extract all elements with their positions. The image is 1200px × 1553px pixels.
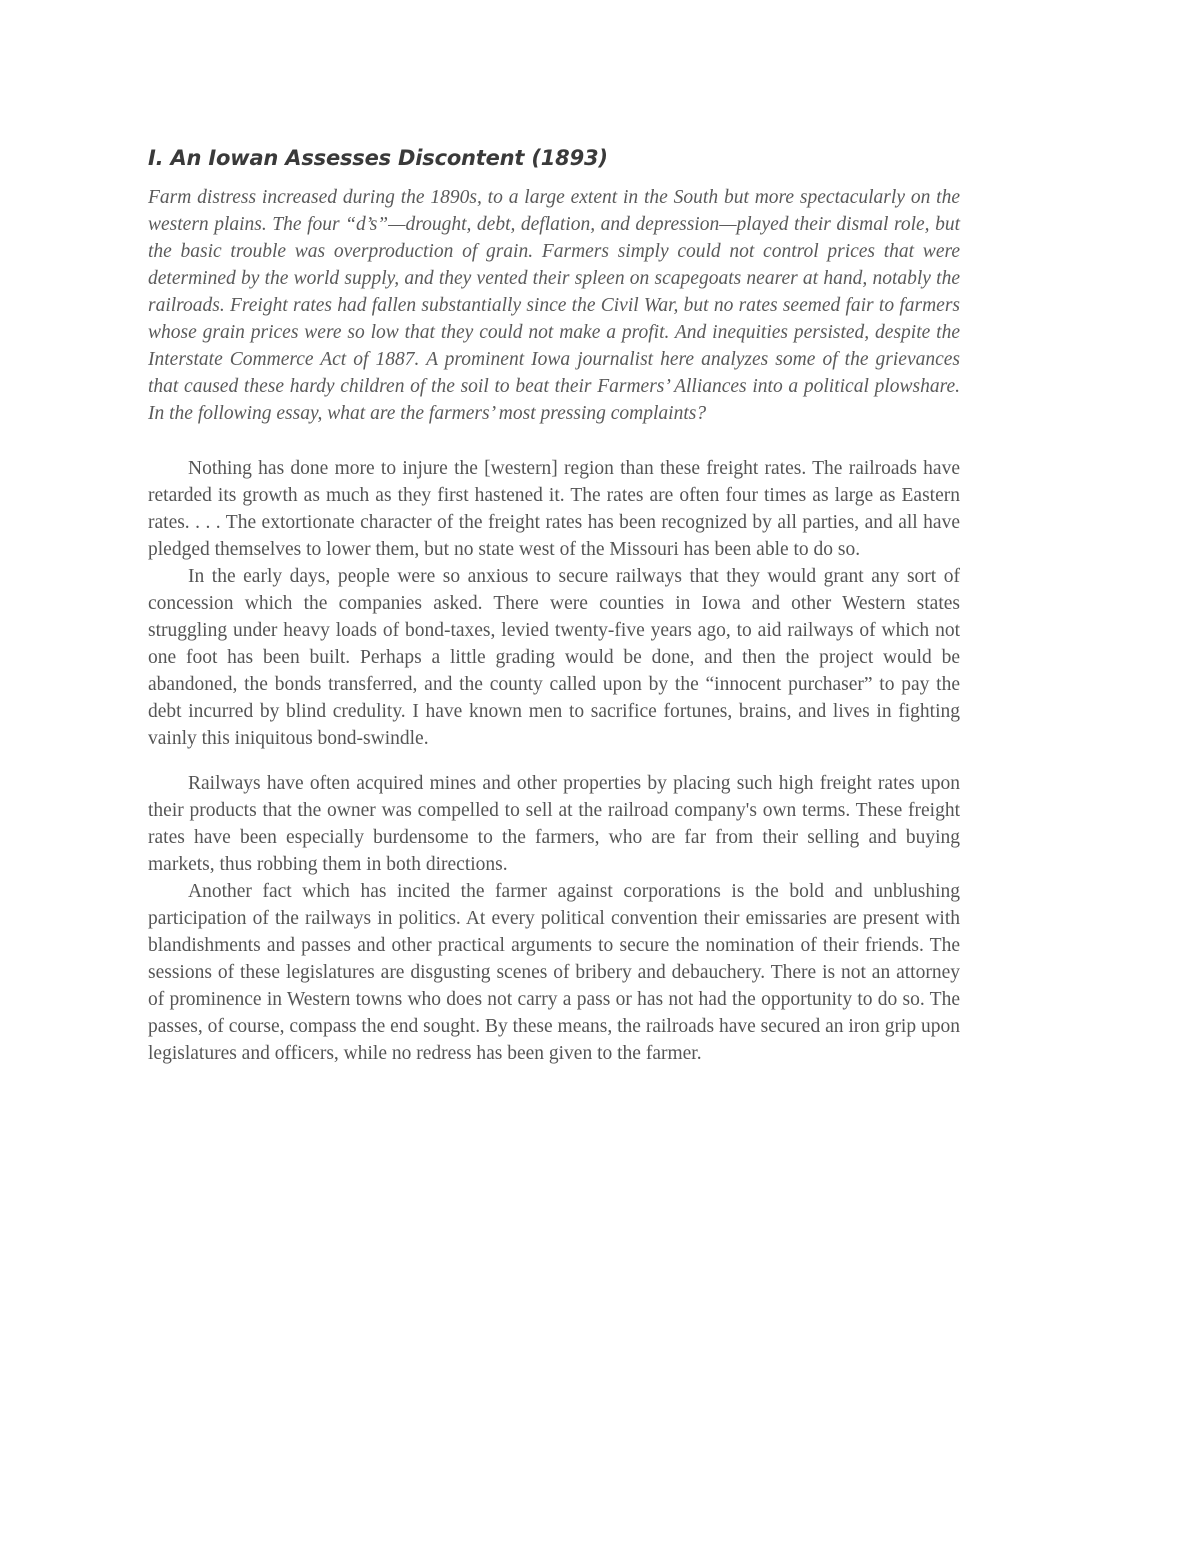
essay-body	[148, 455, 960, 1067]
intro-paragraph: Farm distress increased during the 1890s, to a large extent in the South but more spectacularly on the western plains. The four “d’s”—drought, debt, deflation, and depression—played their dismal role, but the basic trouble was overproduction of grain. Farmers simply could not control prices that were determined by the world supply, and they vented their spleen on scapegoats nearer at hand, notably the railroads. Freight rates had fallen substantially since the Civil War, but no rates seemed fair to farmers whose grain prices were so low that they could not make a profit. And inequities persisted, despite the Interstate Commerce Act of 1887. A prominent Iowa journalist here analyzes some of the grievances that caused these hardy children of the soil to beat their Farmers’ Alliances into a political plowshare. In the following essay, what are the farmers’ most pressing complaints?	[148, 187, 960, 424]
section-heading: I. An Iowan Assesses Discontent (1893)	[148, 146, 608, 170]
document-page	[148, 146, 960, 1067]
body-paragraph-1: Nothing has done more to injure the [western] region than these freight rates. The railroads have retarded its growth as much as they first hastened it. The rates are often four times as large as Eastern rates. . . . The extortionate character of the freight rates has been recognized by all parties, and all have pledged themselves to lower them, but no state west of the Missouri has been able to do so.	[148, 458, 960, 560]
body-paragraph-4: Another fact which has incited the farmer against corporations is the bold and unblushing participation of the railways in politics. At every political convention their emissaries are present with blandishments and passes and other practical arguments to secure the nomination of their friends. The sessions of these legislatures are disgusting scenes of bribery and debauchery. There is not an attorney of prominence in Western towns who does not carry a pass or has not had the opportunity to do so. The passes, of course, compass the end sought. By these means, the railroads have secured an iron grip upon legislatures and officers, while no redress has been given to the farmer.	[148, 881, 960, 1064]
body-paragraph-2: In the early days, people were so anxious to secure railways that they would grant any sort of concession which the companies asked. There were counties in Iowa and other Western states struggling under heavy loads of bond-taxes, levied twenty-five years ago, to aid railways of which not one foot has been built. Perhaps a little grading would be done, and then the project would be abandoned, the bonds transferred, and the county called upon by the “innocent purchaser” to pay the debt incurred by blind credulity. I have known men to sacrifice fortunes, brains, and lives in fighting vainly this iniquitous bond-swindle.	[148, 566, 960, 749]
body-paragraph-3: Railways have often acquired mines and other properties by placing such high freight rates upon their products that the owner was compelled to sell at the railroad company's own terms. These freight rates have been especially burdensome to the farmers, who are far from their selling and buying markets, thus robbing them in both directions.	[148, 773, 960, 875]
